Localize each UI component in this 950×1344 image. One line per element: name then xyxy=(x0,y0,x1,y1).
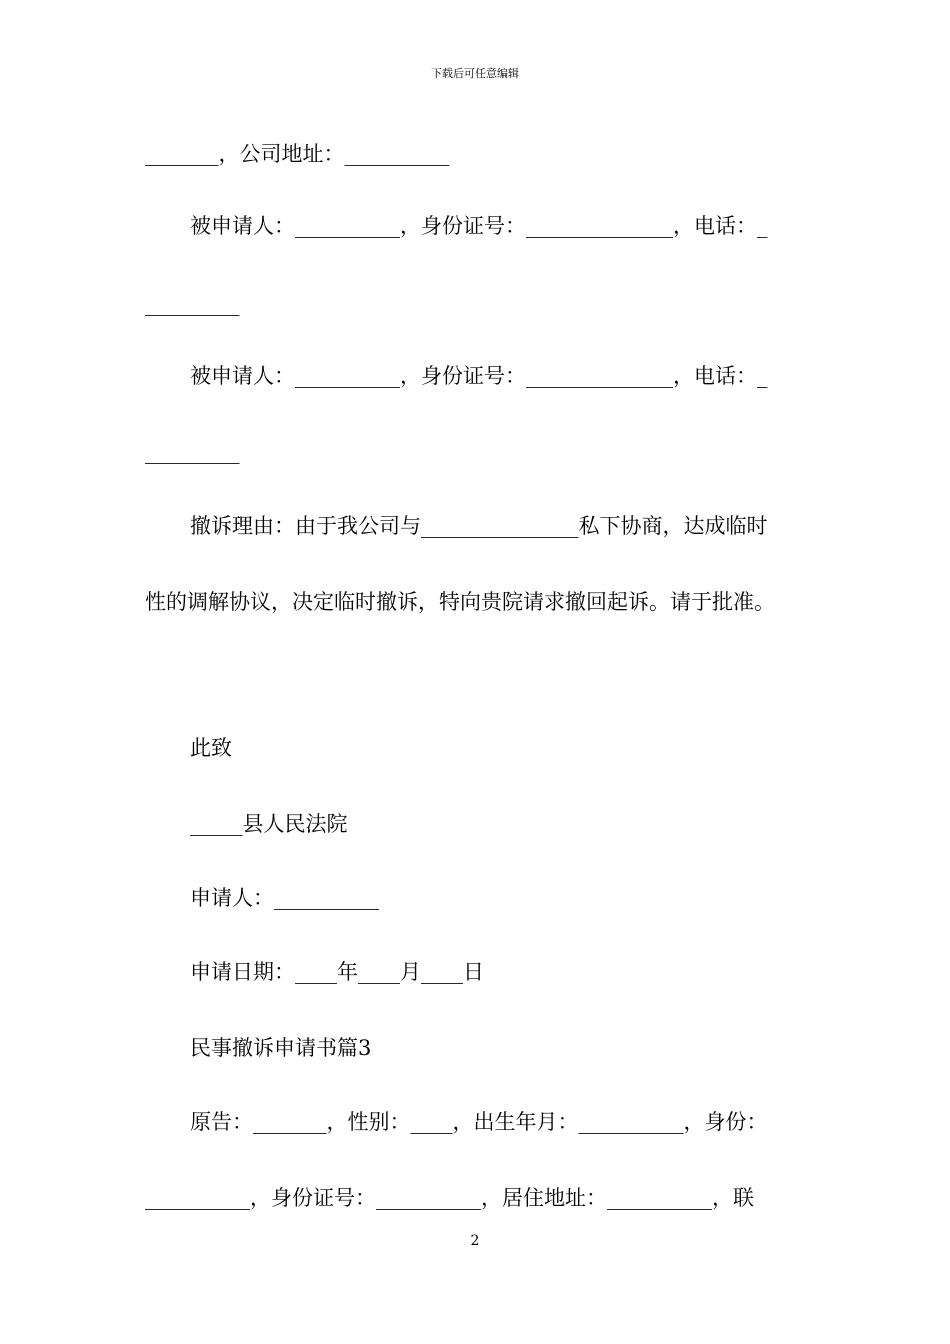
page-header: 下载后可任意编辑 xyxy=(431,67,519,80)
page-number: 2 xyxy=(470,1233,480,1249)
respondent-line-2: 被申请人：__________，身份证号：______________，电话：_ xyxy=(190,364,768,388)
applicant-line: 申请人：__________ xyxy=(190,886,379,910)
court-name: _____县人民法院 xyxy=(190,812,348,836)
plaintiff-line-2: __________，身份证号：__________，居住地址：__________，联 xyxy=(145,1186,754,1210)
withdrawal-reason-line-2: 性的调解协议，决定临时撤诉，特向贵院请求撤回起诉。请于批准。 xyxy=(145,590,775,614)
plaintiff-line-1: 原告：_______，性别：____，出生年月：__________，身份： xyxy=(190,1110,768,1134)
withdrawal-reason-line-1: 撤诉理由：由于我公司与_______________私下协商，达成临时 xyxy=(190,514,768,538)
respondent-line-2-cont: _________ xyxy=(145,440,240,464)
respondent-line-1: 被申请人：__________，身份证号：______________，电话：_ xyxy=(190,214,768,238)
respondent-line-1-cont: _________ xyxy=(145,292,240,316)
section-title: 民事撤诉申请书篇3 xyxy=(190,1036,372,1060)
salutation: 此致 xyxy=(190,736,232,760)
application-date-line: 申请日期：____年____月____日 xyxy=(190,960,484,984)
company-address-line: _______，公司地址：__________ xyxy=(145,142,450,166)
